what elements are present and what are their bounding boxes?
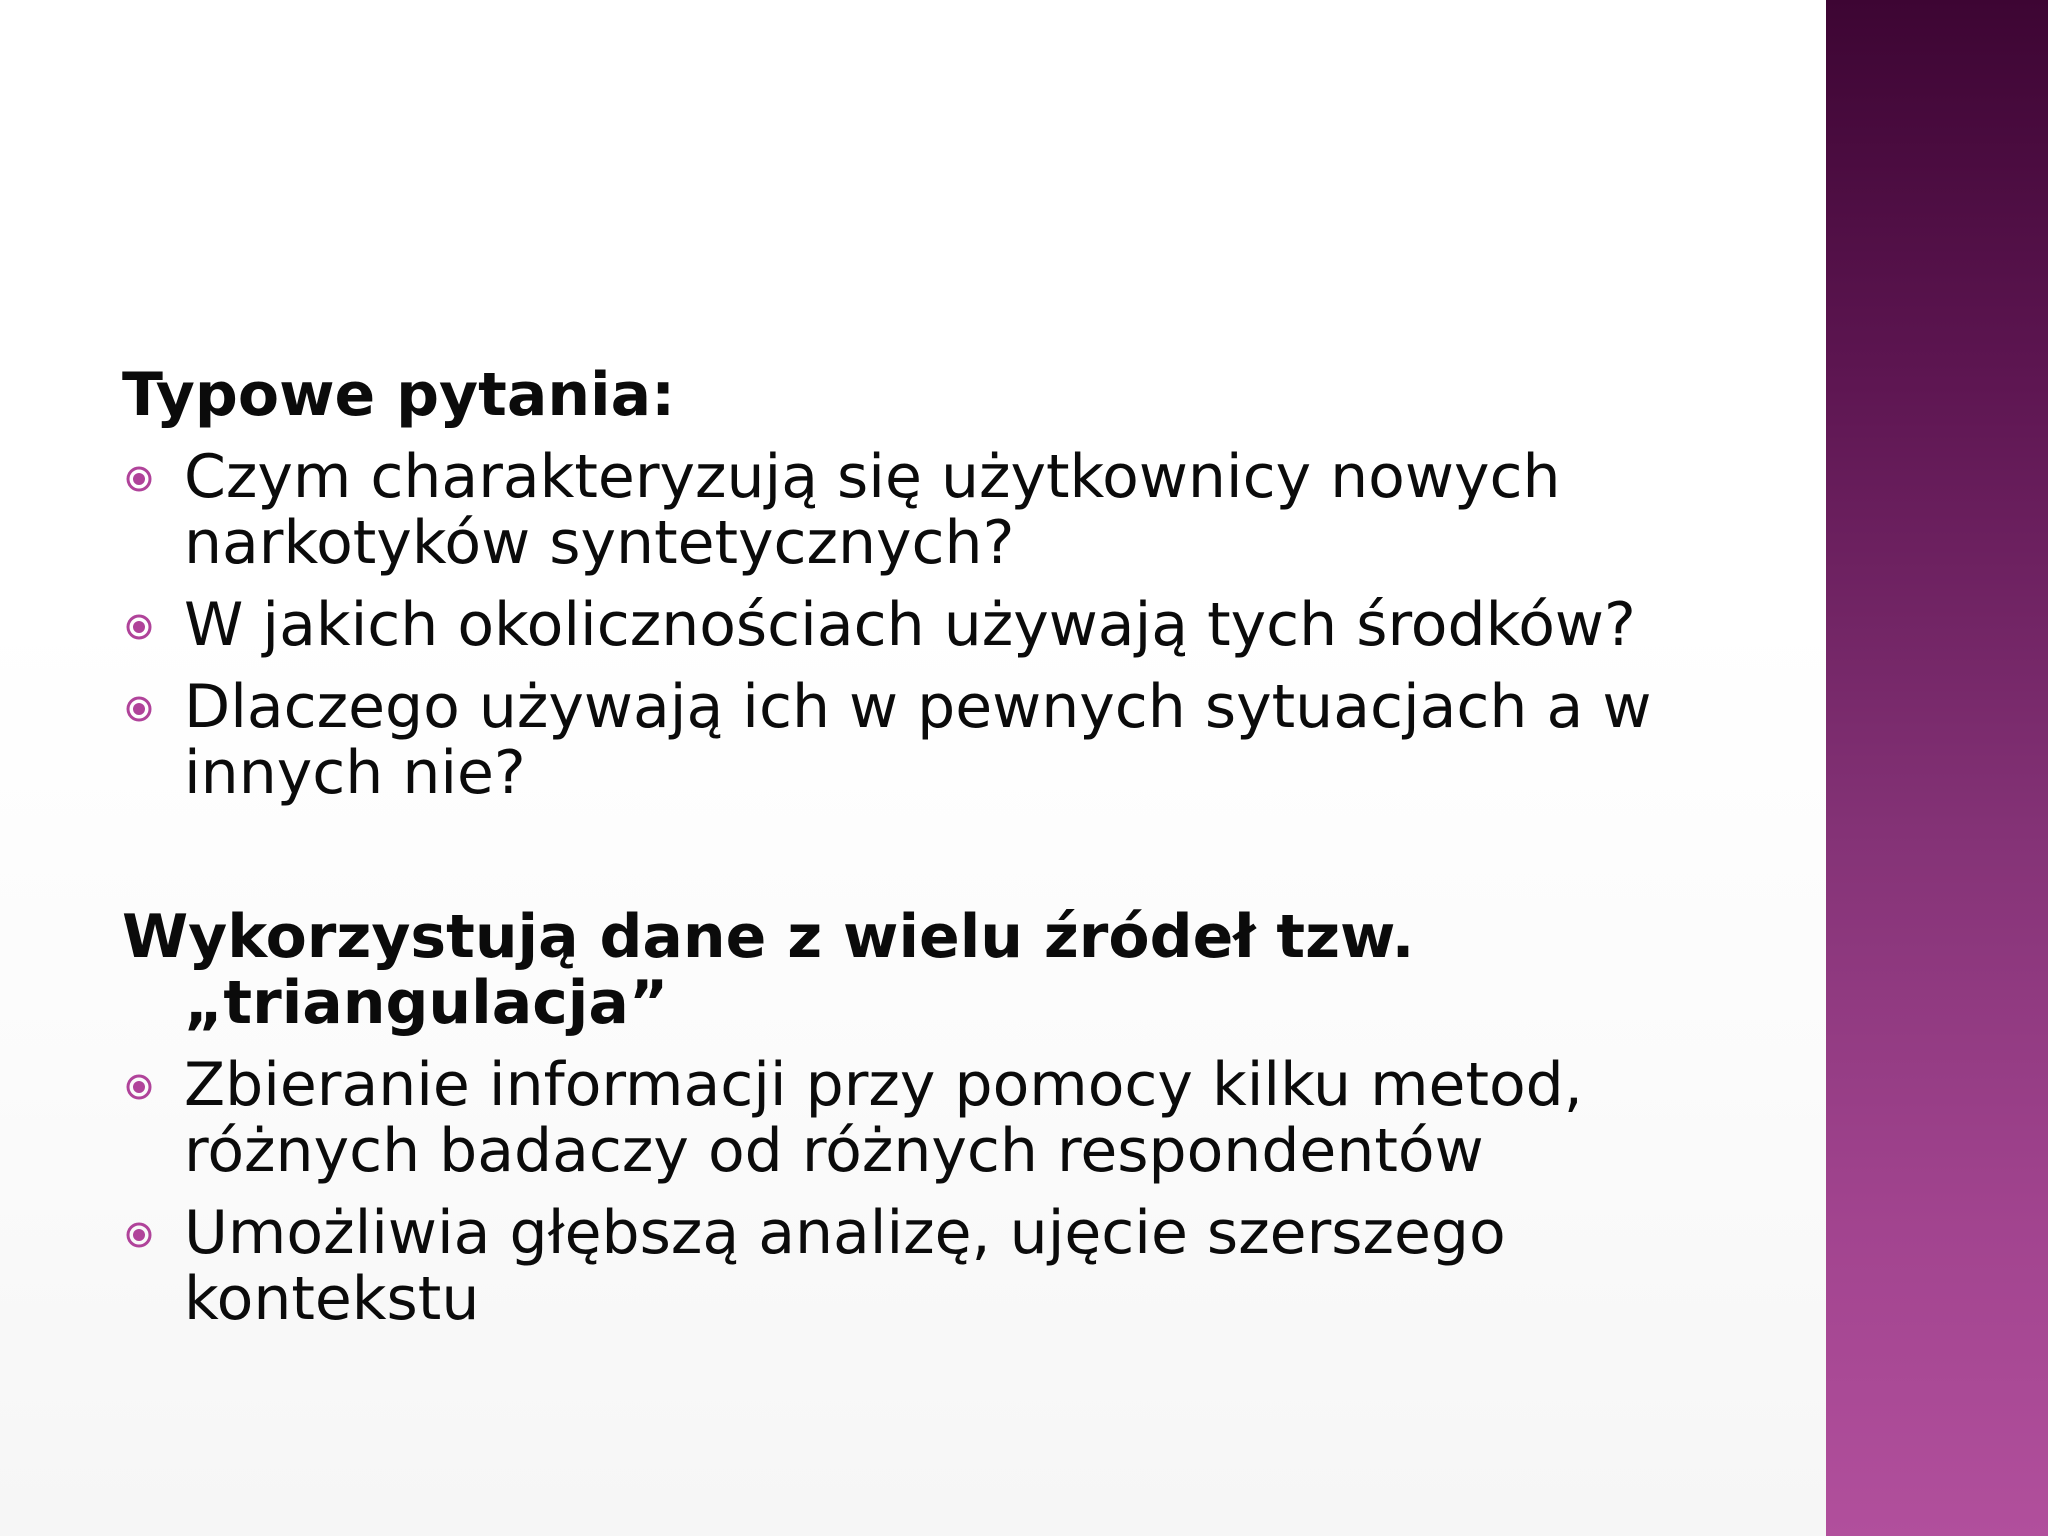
list-item-text: Umożliwia głębszą analizę, ujęcie szerszego kontekstu bbox=[184, 1198, 1506, 1334]
list-item-text: Czym charakteryzują się użytkownicy nowych narkotyków syntetycznych? bbox=[184, 442, 1561, 578]
circle-dot-icon bbox=[126, 614, 152, 640]
circle-dot-icon bbox=[126, 1074, 152, 1100]
section-spacer bbox=[122, 806, 1762, 904]
list-item-text: Zbieranie informacji przy pomocy kilku metod, różnych badaczy od różnych respondentów bbox=[184, 1050, 1583, 1186]
decorative-side-bar bbox=[1826, 0, 2048, 1536]
list-item-text: W jakich okolicznościach używają tych środków? bbox=[184, 590, 1636, 660]
slide-text-block bbox=[122, 362, 1762, 1332]
list-item bbox=[122, 592, 1762, 658]
section-heading-typical-questions: Typowe pytania: bbox=[122, 360, 676, 430]
typical-questions-list bbox=[122, 444, 1762, 806]
circle-dot-icon bbox=[126, 696, 152, 722]
list-item bbox=[122, 1052, 1762, 1184]
list-item-text: Dlaczego używają ich w pewnych sytuacjach a w innych nie? bbox=[184, 672, 1652, 808]
list-item bbox=[122, 674, 1762, 806]
circle-dot-icon bbox=[126, 1222, 152, 1248]
triangulation-list bbox=[122, 1052, 1762, 1332]
section-heading-triangulation: Wykorzystują dane z wielu źródeł tzw. „triangulacja” bbox=[122, 902, 1415, 1038]
list-item bbox=[122, 1200, 1762, 1332]
list-item bbox=[122, 444, 1762, 576]
circle-dot-icon bbox=[126, 466, 152, 492]
